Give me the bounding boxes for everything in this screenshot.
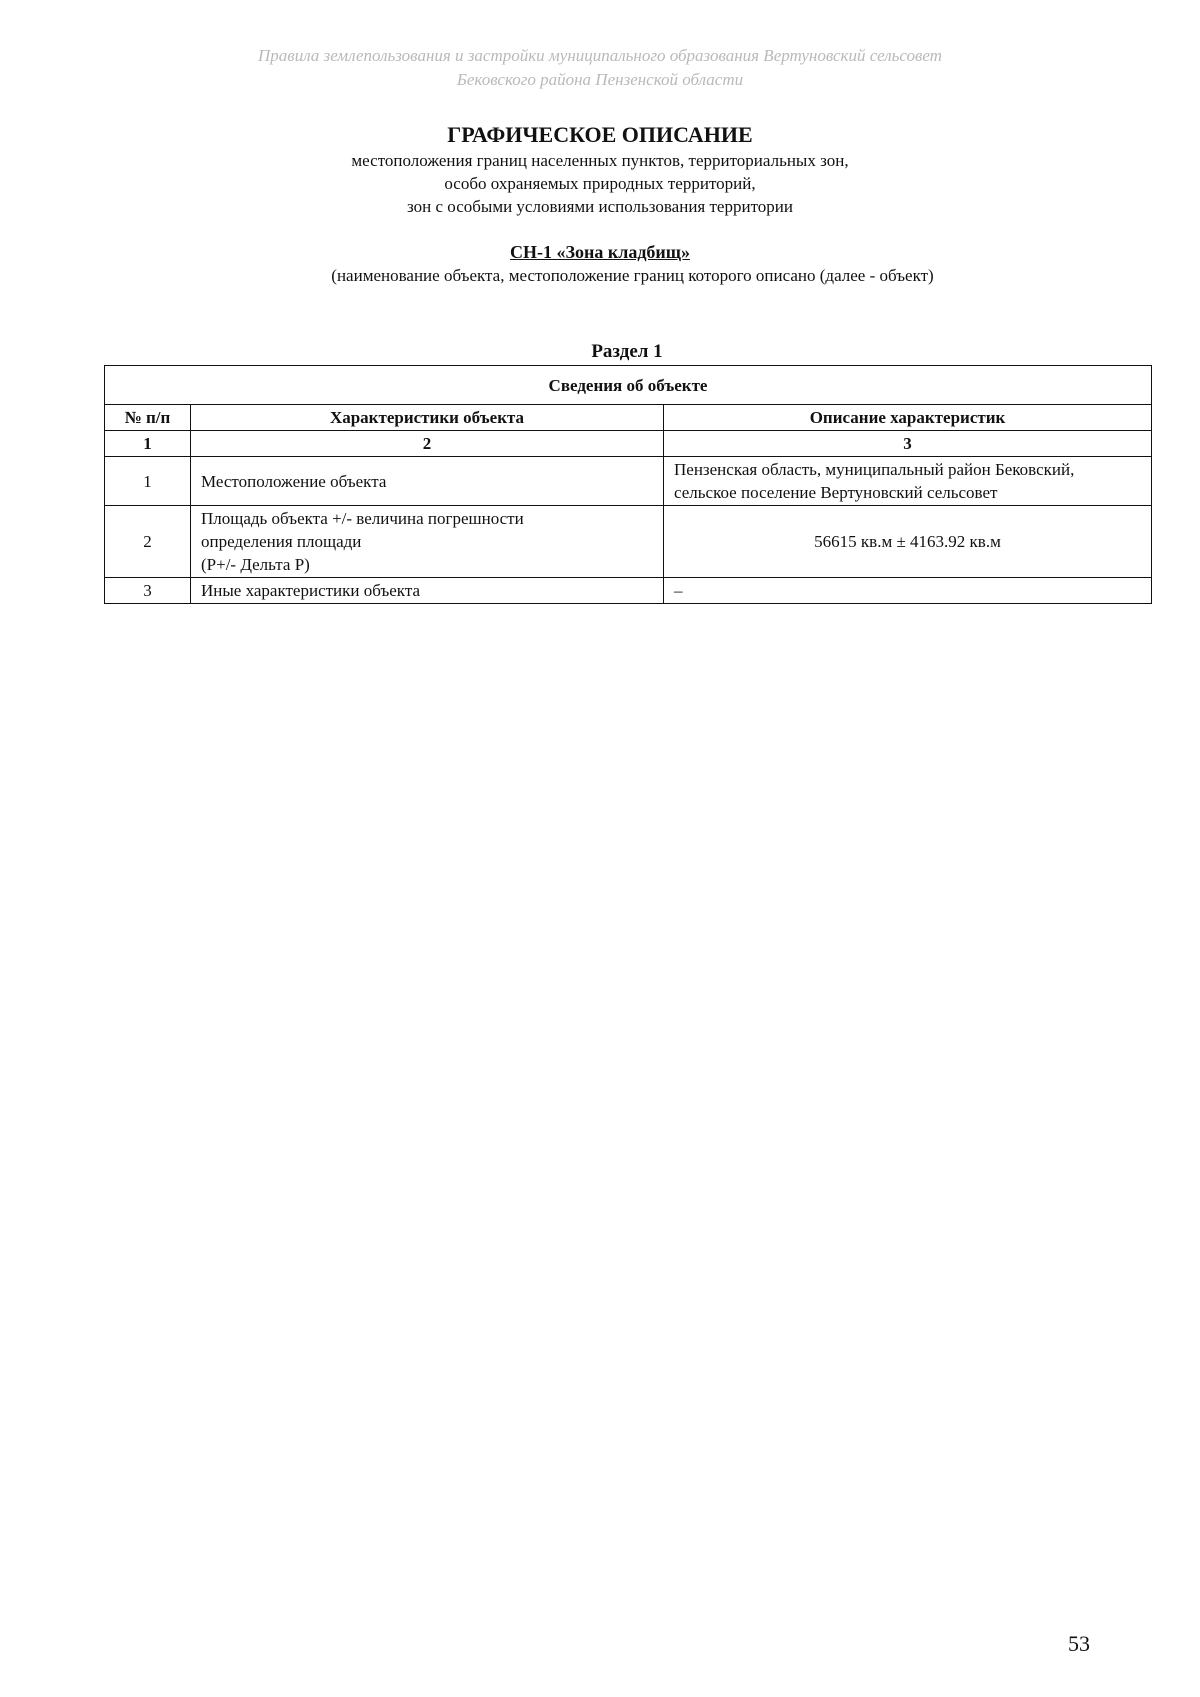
row-characteristic: Иные характеристики объекта	[191, 578, 664, 604]
column-number-2: 2	[191, 431, 664, 457]
page-number: 53	[1068, 1631, 1090, 1656]
row-characteristic-line-1: Площадь объекта +/- величина погрешности	[201, 509, 524, 528]
column-header-description: Описание характеристик	[664, 405, 1152, 431]
table-caption-row	[105, 366, 1152, 405]
section-title: Раздел 1	[591, 341, 663, 362]
row-description: 56615 кв.м ± 4163.92 кв.м	[664, 506, 1152, 578]
column-header-characteristic: Характеристики объекта	[191, 405, 664, 431]
title-block	[0, 121, 1200, 218]
row-characteristic: Местоположение объекта	[191, 457, 664, 506]
row-number: 3	[105, 578, 191, 604]
table-row	[105, 506, 1152, 578]
object-name: СН-1 «Зона кладбищ»	[509, 242, 690, 262]
table-row	[105, 457, 1152, 506]
object-caption: (наименование объекта, местоположение границ которого описано (далее - объект)	[331, 266, 934, 285]
running-header-line-1: Правила землепользования и застройки муниципального образования Вертуновский сельсовет	[258, 46, 942, 65]
column-number-1: 1	[105, 431, 191, 457]
subtitle-line-1: местоположения границ населенных пунктов, территориальных зон,	[351, 151, 849, 170]
object-info-table	[104, 365, 1152, 604]
table-caption: Сведения об объекте	[105, 366, 1152, 405]
running-header	[0, 44, 1200, 92]
row-characteristic-line-2: определения площади	[201, 532, 362, 551]
object-block	[0, 240, 1200, 287]
column-number-row	[105, 431, 1152, 457]
subtitle-line-3: зон с особыми условиями использования территории	[407, 197, 793, 216]
row-characteristic	[191, 506, 664, 578]
row-number: 1	[105, 457, 191, 506]
row-description: –	[664, 578, 1152, 604]
row-characteristic-line-3: (Р+/- Дельта Р)	[201, 555, 310, 574]
column-header-number: № п/п	[105, 405, 191, 431]
column-number-3: 3	[664, 431, 1152, 457]
table-header-row	[105, 405, 1152, 431]
table-row	[105, 578, 1152, 604]
running-header-line-2: Бековского района Пензенской области	[456, 70, 744, 89]
subtitle-line-2: особо охраняемых природных территорий,	[444, 174, 756, 193]
row-description: Пензенская область, муниципальный район Бековский, сельское поселение Вертуновский сельсовет	[664, 457, 1152, 506]
document-title: ГРАФИЧЕСКОЕ ОПИСАНИЕ	[447, 122, 753, 147]
row-number: 2	[105, 506, 191, 578]
